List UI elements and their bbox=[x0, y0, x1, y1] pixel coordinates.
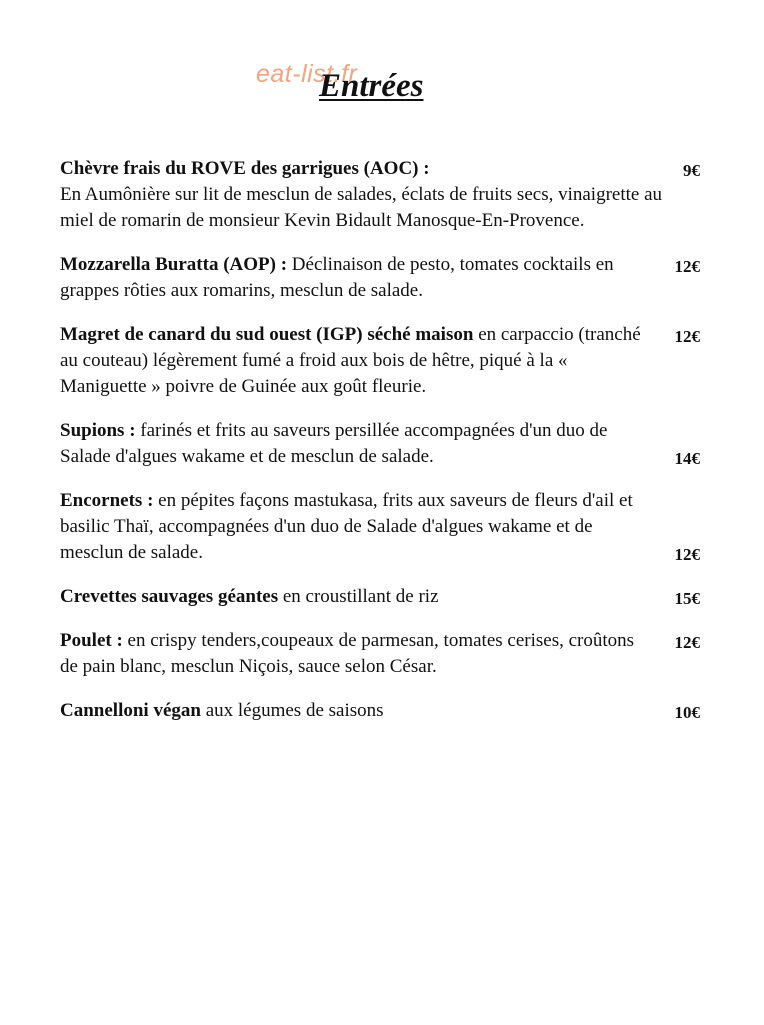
item-price: 12€ bbox=[674, 327, 700, 346]
item-description: en pépites façons mastukasa, frits aux saveurs de fleurs d'ail et basilic Thaï, accompagnées d'un duo de Salade d'algues wakame et de mesclun de salade. bbox=[60, 490, 633, 563]
item-description: en croustillant de riz bbox=[282, 586, 439, 607]
menu-item bbox=[60, 252, 700, 304]
item-price: 12€ bbox=[674, 633, 700, 652]
menu-item bbox=[60, 322, 700, 400]
item-price: 9€ bbox=[683, 161, 700, 180]
item-name: Crevettes sauvages géantes bbox=[60, 586, 279, 607]
item-name: Magret de canard du sud ouest (IGP) séché maison bbox=[60, 324, 474, 345]
item-name: Poulet : bbox=[60, 630, 123, 651]
item-description: en carpaccio (tranché au couteau) légèrement fumé a froid aux bois de hêtre, piqué à la « Maniguette » poivre de Guinée aux goût fleurie. bbox=[60, 324, 641, 397]
item-description: farinés et frits au saveurs persillée accompagnées d'un duo de Salade d'algues wakame et de mesclun de salade. bbox=[60, 420, 608, 467]
item-name: Mozzarella Buratta (AOP) : bbox=[60, 254, 288, 275]
item-name: Supions : bbox=[60, 420, 136, 441]
menu-item bbox=[60, 584, 700, 610]
item-description: Déclinaison de pesto, tomates cocktails en grappes rôties aux romarins, mesclun de salade. bbox=[60, 254, 614, 301]
item-price: 15€ bbox=[674, 589, 700, 608]
watermark: eat-list.fr bbox=[256, 60, 358, 88]
item-description: aux légumes de saisons bbox=[205, 700, 384, 721]
menu-list bbox=[60, 156, 700, 724]
item-price: 10€ bbox=[674, 703, 700, 722]
item-price: 14€ bbox=[674, 449, 700, 468]
page-title: Entrées bbox=[319, 68, 424, 104]
item-name: Encornets : bbox=[60, 490, 154, 511]
menu-item bbox=[60, 418, 700, 470]
menu-item bbox=[60, 488, 700, 566]
item-name: Chèvre frais du ROVE des garrigues (AOC) : bbox=[60, 158, 430, 179]
item-price: 12€ bbox=[674, 257, 700, 276]
menu-item bbox=[60, 698, 700, 724]
item-description: en crispy tenders,coupeaux de parmesan, tomates cerises, croûtons de pain blanc, mesclun Niçois, sauce selon César. bbox=[60, 630, 635, 677]
menu-item bbox=[60, 628, 700, 680]
item-description: En Aumônière sur lit de mesclun de salades, éclats de fruits secs, vinaigrette au miel de romarin de monsieur Kevin Bidault Manosque-En-Provence. bbox=[60, 184, 663, 231]
menu-item bbox=[60, 156, 700, 234]
item-name: Cannelloni végan bbox=[60, 700, 201, 721]
item-price: 12€ bbox=[674, 545, 700, 564]
